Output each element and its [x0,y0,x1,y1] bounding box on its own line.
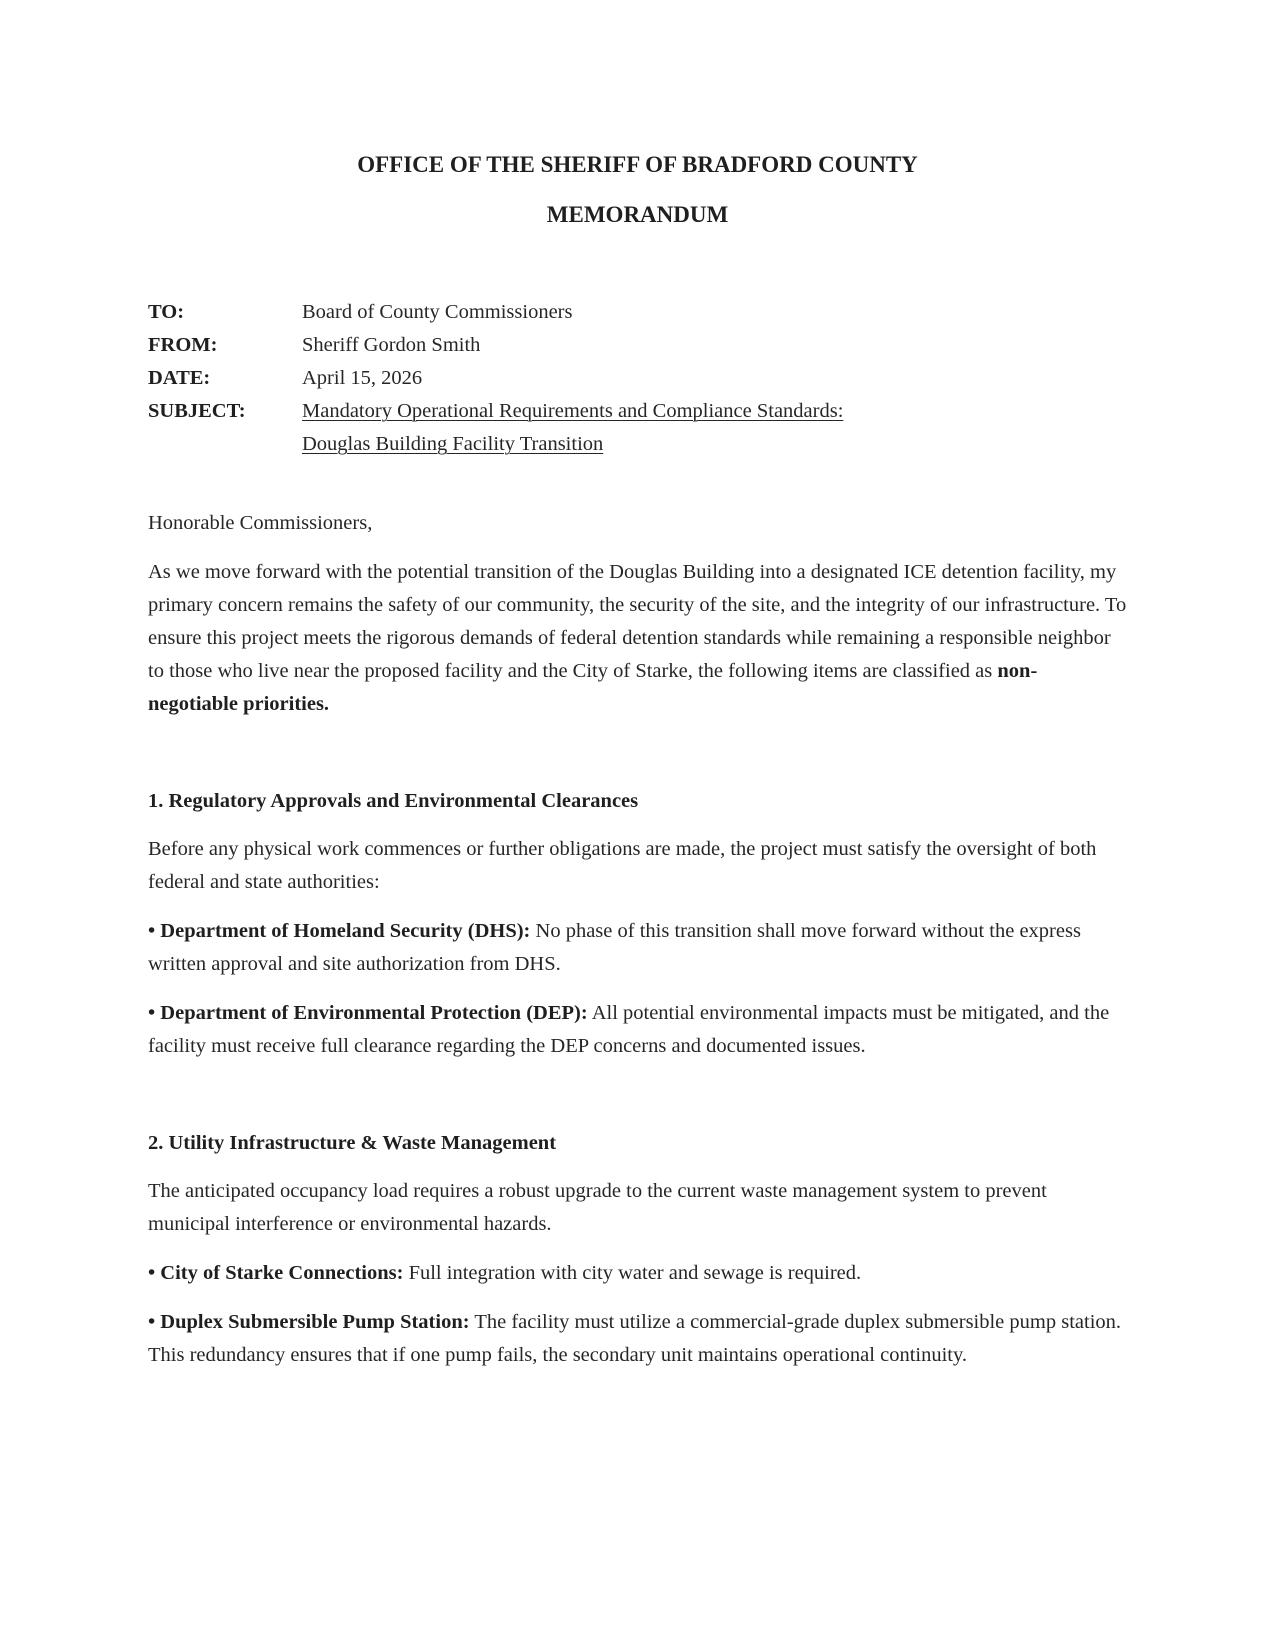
date-value: April 15, 2026 [302,367,423,389]
from-label: FROM: [148,334,218,356]
subject-line-1: Mandatory Operational Requirements and Compliance Standards: [302,400,844,422]
org-title: OFFICE OF THE SHERIFF OF BRADFORD COUNTY [357,152,918,177]
meta-row-subject [148,395,1127,461]
subject-value [302,395,1127,461]
subject-line-2: Douglas Building Facility Transition [302,433,604,455]
section-2-bullet-pump [148,1306,1127,1372]
from-value: Sheriff Gordon Smith [302,334,481,356]
doc-type-title: MEMORANDUM [546,202,729,227]
intro-paragraph [148,556,1127,721]
section-2-heading: 2. Utility Infrastructure & Waste Management [148,1132,557,1154]
date-label: DATE: [148,367,211,389]
bullet-text-pump: The facility must utilize a commercial-grade duplex submersible pump station. This redundancy ensures that if one pump fails, the secondary unit maintains operational continuity. [148,1311,1122,1366]
memo-header-block [148,296,1127,461]
section-1-bullet-dhs [148,915,1127,981]
section-2-bullet-starke [148,1257,1127,1290]
subject-label: SUBJECT: [148,400,246,422]
bullet-text-starke: Full integration with city water and sewage is required. [403,1262,862,1284]
bullet-text-dhs: No phase of this transition shall move forward without the express written approval and site authorization from DHS. [148,920,1081,975]
meta-row-date [148,362,1127,395]
to-label: TO: [148,301,185,323]
section-1-heading: 1. Regulatory Approvals and Environmental Clearances [148,790,639,812]
intro-text: As we move forward with the potential transition of the Douglas Building into a designated ICE detention facility, my primary concern remains the safety of our community, the security of the site, and the integrity of our infrastructure. To ensure this project meets the rigorous demands of federal detention standards while remaining a responsible neighbor to those who live near the proposed facility and the City of Starke, the following items are classified as [148,561,1127,682]
bullet-lead-pump: • Duplex Submersible Pump Station: [148,1311,470,1333]
bullet-lead-dhs: • Department of Homeland Security (DHS): [148,920,531,942]
to-value: Board of County Commissioners [302,301,573,323]
section-1-bullet-dep [148,997,1127,1063]
meta-row-from [148,329,1127,362]
intro-bold-phrase: non-negotiable priorities. [148,660,1038,715]
section-1-intro: Before any physical work commences or further obligations are made, the project must satisfy the oversight of both federal and state authorities: [148,838,1097,893]
bullet-text-dep: All potential environmental impacts must be mitigated, and the facility must receive full clearance regarding the DEP concerns and documented issues. [148,1002,1110,1057]
section-2-intro: The anticipated occupancy load requires a robust upgrade to the current waste management system to prevent municipal interference or environmental hazards. [148,1180,1047,1235]
salutation: Honorable Commissioners, [148,512,373,534]
bullet-lead-dep: • Department of Environmental Protection (DEP): [148,1002,588,1024]
meta-row-to [148,296,1127,329]
bullet-lead-starke: • City of Starke Connections: [148,1262,404,1284]
